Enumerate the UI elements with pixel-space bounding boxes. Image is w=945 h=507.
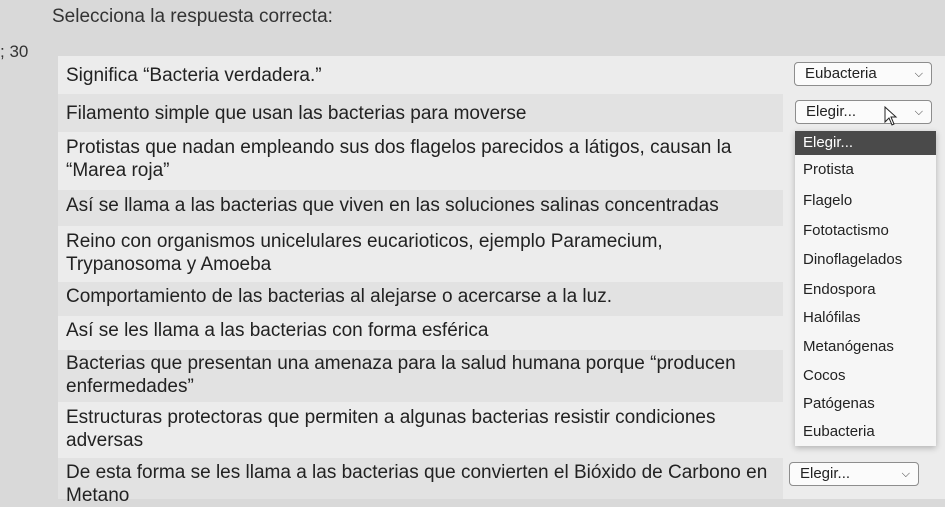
question-text: Significa “Bacteria verdadera.” <box>66 65 322 86</box>
match-row <box>58 282 783 316</box>
dropdown-option[interactable]: Patógenas <box>803 395 875 412</box>
match-row <box>58 316 783 350</box>
dropdown-option[interactable]: Fototactismo <box>803 222 889 239</box>
question-text: Estructuras protectoras que permiten a algunas bacterias resistir condiciones adversas <box>66 407 716 451</box>
answer-select[interactable] <box>794 62 932 86</box>
match-row <box>58 58 783 94</box>
dropdown-option[interactable]: Eubacteria <box>803 423 875 440</box>
question-text: Así se les llama a las bacterias con forma esférica <box>66 320 489 341</box>
question-text: Comportamiento de las bacterias al alejarse o acercarse a la luz. <box>66 286 612 307</box>
dropdown-option[interactable]: Halófilas <box>803 309 861 326</box>
dropdown-option[interactable]: Protista <box>803 161 854 178</box>
question-text: Filamento simple que usan las bacterias para moverse <box>66 103 527 124</box>
dropdown-option[interactable]: Endospora <box>803 281 876 298</box>
question-text: Bacterias que presentan una amenaza para la salud humana porque “producen enfermedades” <box>66 353 736 397</box>
select-value: Elegir... <box>800 465 851 482</box>
chevron-down-icon: ⌵ <box>914 106 923 118</box>
dropdown-option[interactable]: Metanógenas <box>803 338 894 355</box>
match-row <box>58 190 783 226</box>
match-row <box>58 458 783 506</box>
mouse-pointer-icon <box>884 106 898 131</box>
chevron-down-icon: ⌵ <box>901 468 910 480</box>
question-text: Así se llama a las bacterias que viven en las soluciones salinas concentradas <box>66 195 719 216</box>
instruction-text: Selecciona la respuesta correcta: <box>52 6 333 27</box>
select-value: Elegir... <box>806 103 857 120</box>
question-text: Protistas que nadan empleando sus dos flagelos parecidos a látigos, causan la “Marea roja” <box>66 137 732 181</box>
match-row <box>58 94 783 132</box>
answer-select[interactable] <box>795 100 932 124</box>
answer-dropdown-list[interactable] <box>795 131 936 446</box>
match-row <box>58 402 783 458</box>
question-text: Reino con organismos unicelulares eucarioticos, ejemplo Paramecium, Trypanosoma y Amoeba <box>66 231 663 275</box>
match-row <box>58 132 783 190</box>
answer-select[interactable] <box>789 462 919 486</box>
dropdown-option[interactable]: Flagelo <box>803 192 853 209</box>
dropdown-option[interactable]: Cocos <box>803 367 846 384</box>
question-number: ; 30 <box>0 42 29 61</box>
match-row <box>58 226 783 282</box>
select-value: Eubacteria <box>805 65 877 82</box>
dropdown-option[interactable]: Dinoflagelados <box>803 251 903 268</box>
chevron-down-icon: ⌵ <box>914 68 923 80</box>
question-text: De esta forma se les llama a las bacterias que convierten el Bióxido de Carbono en Metano <box>66 462 768 506</box>
dropdown-option[interactable]: Elegir... <box>795 131 936 155</box>
match-row <box>58 350 783 402</box>
